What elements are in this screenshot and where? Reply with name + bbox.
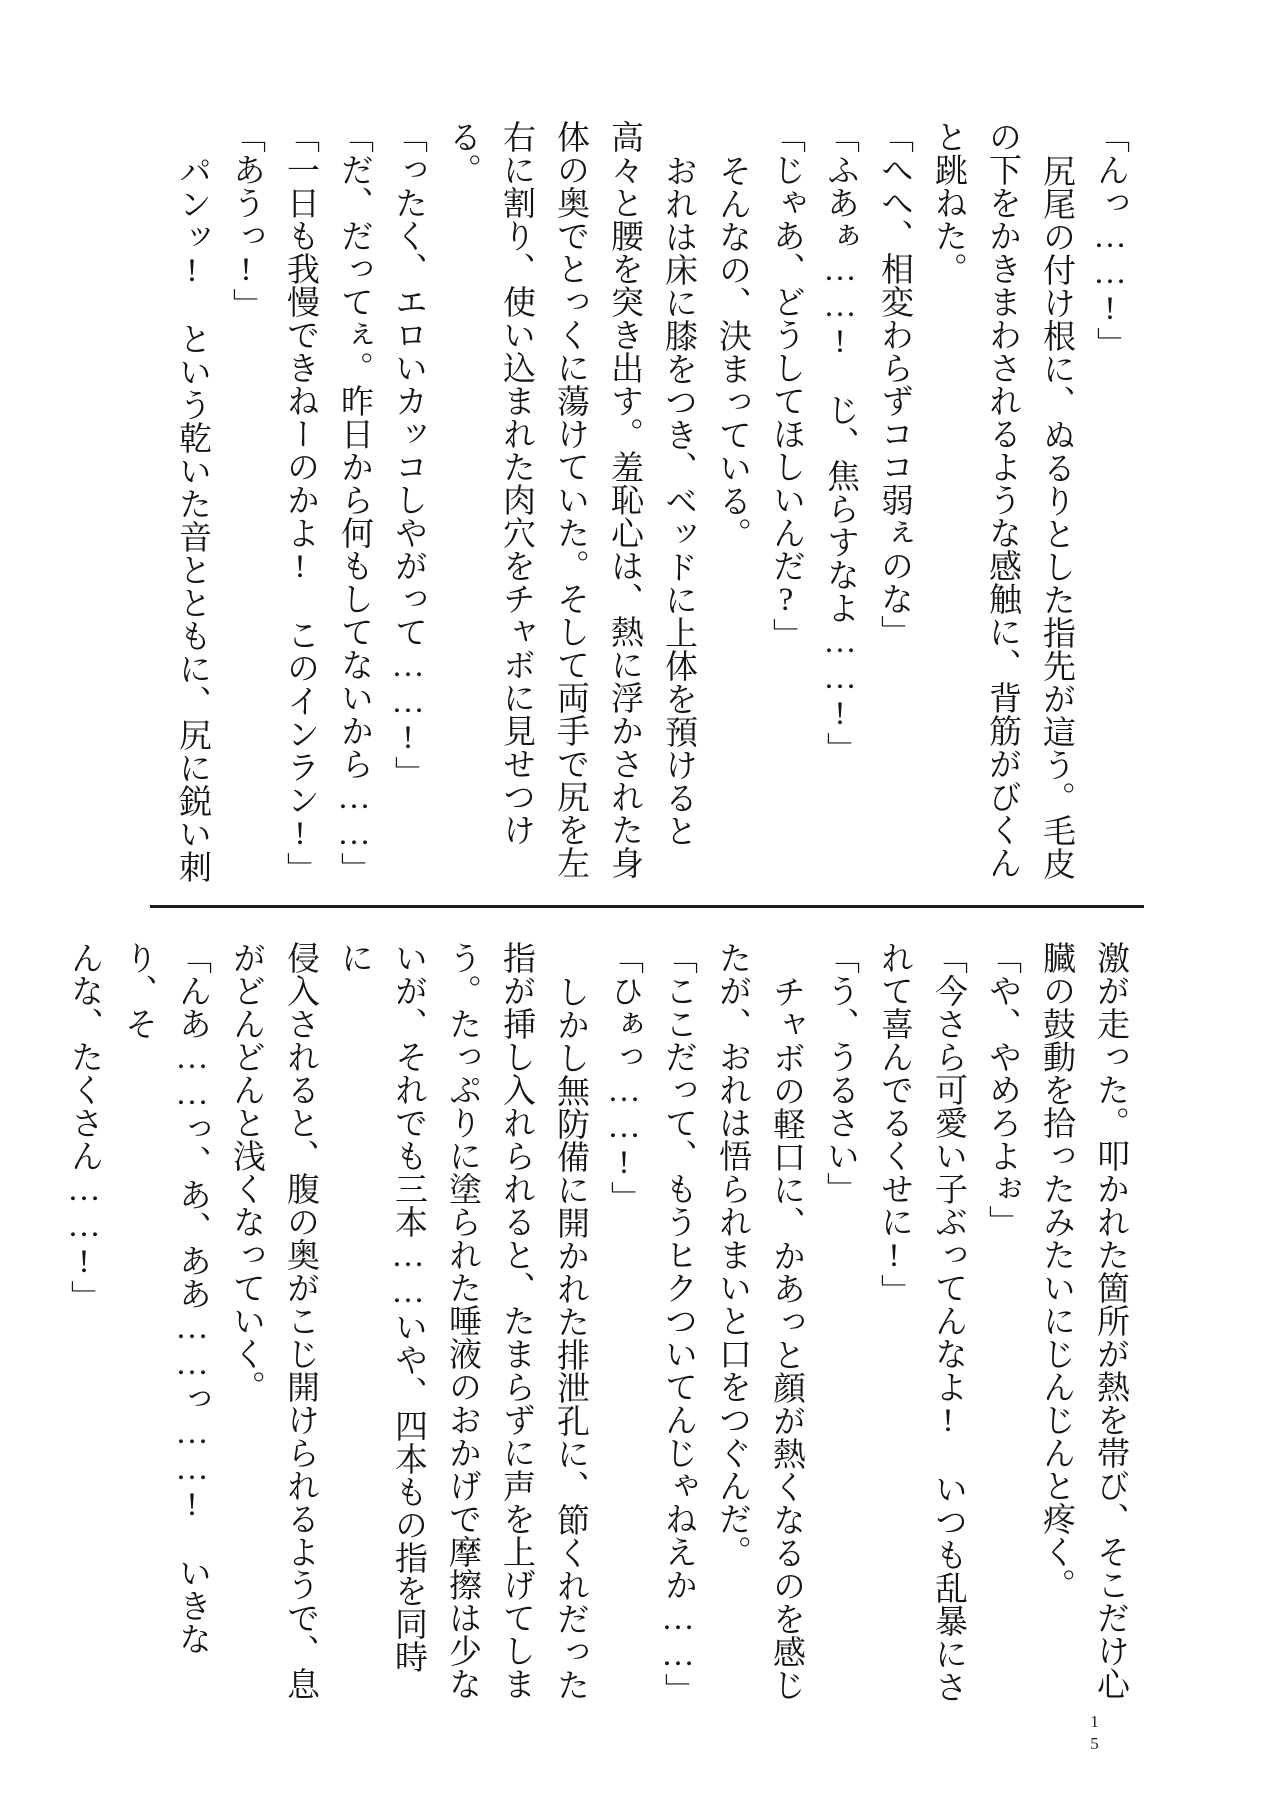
text-line: 高々と腰を突き出す。羞恥心は、熱に浮かされた身 [606, 120, 642, 879]
text-line: 右に割り、使い込まれた肉穴をチャボに見せつけ [498, 120, 534, 846]
page-number: 15 [1085, 1712, 1104, 1756]
text-line: いが、それでも三本……いや、四本もの指を同時に [336, 941, 426, 1673]
text-line: しかし無防備に開かれた排泄孔に、節くれだった [552, 975, 588, 1701]
text-line: そんなの、決まっている。 [714, 154, 750, 550]
text-line: 「んあ……っ、あ、ああ……っ……! いきなり、そ [120, 941, 210, 1655]
text-line: れて喜んでるくせに!」 [876, 941, 912, 1307]
text-line: 侵入されると、腹の奥がこじ開けられるようで、息 [282, 941, 318, 1700]
top-text-block [165, 120, 1137, 904]
text-line: 尻尾の付け根に、ぬるりとした指先が這う。毛皮 [1038, 154, 1074, 880]
text-line: 「だ、だってぇ。昨日から何もしてないから……」 [336, 120, 372, 885]
text-line: と跳ねた。 [930, 120, 966, 285]
text-line: の下をかきまわされるような感触に、背筋がびくん [984, 120, 1020, 879]
text-line: 「へへ、相変わらずココ弱ぇのな」 [876, 120, 912, 648]
text-line: パンッ! という乾いた音とともに、尻に鋭い刺 [174, 154, 210, 883]
text-line: 「ここだって、もうヒクついてんじゃねえか……」 [660, 941, 696, 1706]
text-line: う。たっぷりに塗られた唾液のおかげで摩擦は少な [444, 941, 480, 1700]
text-line: 「今さら可愛い子ぶってんなよ! いつも乱暴にさ [930, 941, 966, 1703]
text-line: チャボの軽口に、かあっと顔が熱くなるのを感じ [768, 975, 804, 1701]
text-line: 「ひぁっ……!」 [606, 941, 642, 1214]
section-divider [150, 905, 1144, 908]
text-line: 「う、うるさい」 [822, 941, 858, 1205]
text-line: 「ふあぁ……! じ、焦らすなよ……!」 [822, 120, 858, 765]
text-line: 「あうっ!」 [228, 120, 264, 321]
text-line: おれは床に膝をつき、ベッドに上体を預けると [660, 154, 696, 847]
bottom-text-block [57, 941, 1137, 1705]
text-line: 「んっ……!」 [1092, 120, 1128, 360]
text-line: 激が走った。叩かれた箇所が熱を帯び、そこだけ心 [1092, 941, 1128, 1700]
text-line: 体の奥でとっくに蕩けていた。そして両手で尻を左 [552, 120, 588, 879]
text-line: 「ったく、エロいカッコしやがって……!」 [390, 120, 426, 789]
text-line: がどんどんと浅くなっていく。 [228, 941, 264, 1403]
text-line: 「じゃあ、どうしてほしいんだ?」 [768, 120, 804, 651]
text-line: 指が挿し入れられると、たまらずに声を上げてしま [498, 941, 534, 1700]
text-line: る。 [444, 120, 480, 186]
text-line: たが、おれは悟られまいと口をつぐんだ。 [714, 941, 750, 1568]
text-line: 「や、やめろよぉ」 [984, 941, 1020, 1238]
text-line: んな、たくさん……!」 [66, 941, 102, 1313]
text-line: 「一日も我慢できねーのかよ! このインラン!」 [282, 120, 318, 885]
text-line: 臓の鼓動を拾ったみたいにじんじんと疼く。 [1038, 941, 1074, 1601]
